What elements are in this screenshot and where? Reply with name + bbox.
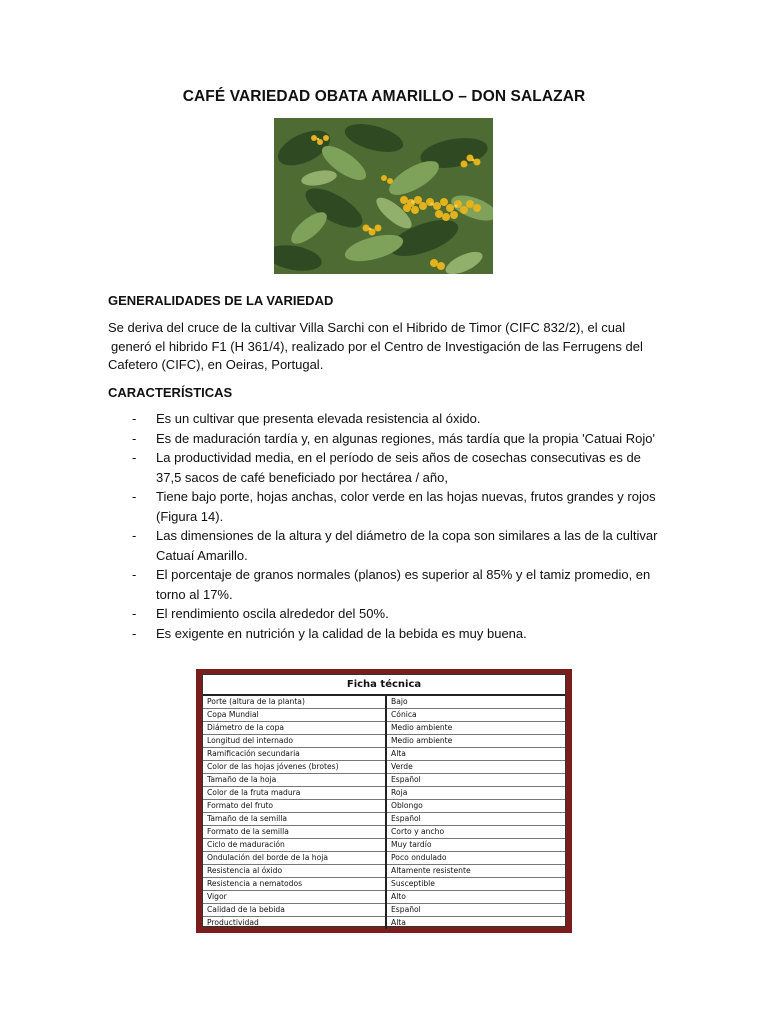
- page-title: CAFÉ VARIEDAD OBATA AMARILLO – DON SALAZAR: [182, 88, 586, 105]
- table-row: [203, 696, 565, 709]
- ficha-property: Resistencia al óxido: [203, 865, 386, 878]
- ficha-value: Oblongo: [386, 800, 565, 813]
- ficha-tecnica-title: Ficha técnica: [203, 675, 565, 696]
- ficha-value: Español: [386, 774, 565, 787]
- table-row: [203, 878, 565, 891]
- table-row: [203, 774, 565, 787]
- table-row: [203, 787, 565, 800]
- table-row: [203, 852, 565, 865]
- generalidades-heading: GENERALIDADES DE LA VARIEDAD: [108, 293, 334, 308]
- ficha-property: Productividad: [203, 917, 386, 930]
- ficha-value: Alto: [386, 891, 565, 904]
- ficha-property: Color de las hojas jóvenes (brotes): [203, 761, 386, 774]
- table-row: [203, 826, 565, 839]
- paragraph-line: generó el hibrido F1 (H 361/4), realizado por el Centro de Investigación de las Ferrugens del: [111, 338, 643, 354]
- table-row: [203, 761, 565, 774]
- table-row: [203, 800, 565, 813]
- ficha-value: Alta: [391, 918, 406, 927]
- list-item: - Es de maduración tardía y, en algunas regiones, más tardía que la propia 'Catuai Rojo': [132, 430, 656, 446]
- paragraph-line: Cafetero (CIFC), en Oeiras, Portugal.: [108, 357, 324, 372]
- ficha-property: Tamaño de la hoja: [203, 774, 386, 787]
- table-row: [203, 748, 565, 761]
- ficha-value: Cónica: [386, 709, 565, 722]
- table-row: [203, 735, 565, 748]
- ficha-property: Longitud del internado: [203, 735, 386, 748]
- ficha-value: Poco ondulado: [386, 852, 565, 865]
- table-row: [203, 839, 565, 852]
- list-item: - Es exigente en nutrición y la calidad de la bebida es muy buena.: [132, 625, 527, 641]
- ficha-value: Medio ambiente: [386, 722, 565, 735]
- ficha-property: Ramificación secundaria: [203, 748, 386, 761]
- table-row: [203, 722, 565, 735]
- ficha-value: Verde: [386, 761, 565, 774]
- ficha-property: Tamaño de la semilla: [203, 813, 386, 826]
- ficha-property: Porte (altura de la planta): [203, 696, 386, 709]
- list-item: - Tiene bajo porte, hojas anchas, color verde en las hojas nuevas, frutos grandes y rojos (Figura 14).: [132, 489, 656, 524]
- list-item: - Es un cultivar que presenta elevada resistencia al óxido.: [132, 411, 481, 426]
- ficha-property: Copa Mundial: [203, 709, 386, 722]
- ficha-property: Color de la fruta madura: [203, 787, 386, 800]
- ficha-value: Altamente resistente: [386, 865, 565, 878]
- ficha-tecnica-grid: [203, 696, 565, 929]
- table-row: [203, 917, 565, 930]
- ficha-tecnica-table: [196, 669, 572, 933]
- ficha-property: Formato del fruto: [203, 800, 386, 813]
- ficha-value: Corto y ancho: [386, 826, 565, 839]
- list-item: - Las dimensiones de la altura y del diámetro de la copa son similares a las de la cultivar Catuaí Amarillo.: [132, 528, 658, 563]
- ficha-value: Alta: [386, 748, 565, 761]
- ficha-property: Ciclo de maduración: [203, 839, 386, 852]
- caracteristicas-heading: CARACTERÍSTICAS: [108, 385, 233, 400]
- ficha-value: Español: [386, 904, 565, 917]
- list-item: - La productividad media, en el período de seis años de cosechas consecutivas es de 37,5 sacos de café beneficiado por hectárea / año,: [132, 450, 641, 485]
- ficha-value: Roja: [386, 787, 565, 800]
- ficha-property: Diámetro de la copa: [203, 722, 386, 735]
- table-row: [203, 904, 565, 917]
- list-item: - El porcentaje de granos normales (planos) es superior al 85% y el tamiz promedio, en torno al 17%.: [132, 567, 651, 602]
- ficha-property: Formato de la semilla: [203, 826, 386, 839]
- paragraph-line: Se deriva del cruce de la cultivar Villa Sarchi con el Hibrido de Timor (CIFC 832/2), el cual: [108, 320, 626, 335]
- caracteristicas-list: [108, 409, 668, 643]
- ficha-value: Español: [386, 813, 565, 826]
- table-row: [203, 813, 565, 826]
- ficha-value: Susceptible: [386, 878, 565, 891]
- ficha-property: Vigor: [203, 891, 386, 904]
- ficha-property: Calidad de la bebida: [203, 904, 386, 917]
- ficha-property: Resistencia a nematodos: [203, 878, 386, 891]
- ficha-property: Ondulación del borde de la hoja: [203, 852, 386, 865]
- table-row: [203, 891, 565, 904]
- ficha-value: Muy tardío: [386, 839, 565, 852]
- coffee-plant-photo: [274, 118, 493, 274]
- ficha-value: Bajo: [386, 696, 565, 709]
- table-row: [203, 709, 565, 722]
- table-row: [203, 865, 565, 878]
- list-item: - El rendimiento oscila alrededor del 50%.: [132, 606, 389, 621]
- ficha-value: Medio ambiente: [386, 735, 565, 748]
- generalidades-paragraph: [108, 319, 668, 375]
